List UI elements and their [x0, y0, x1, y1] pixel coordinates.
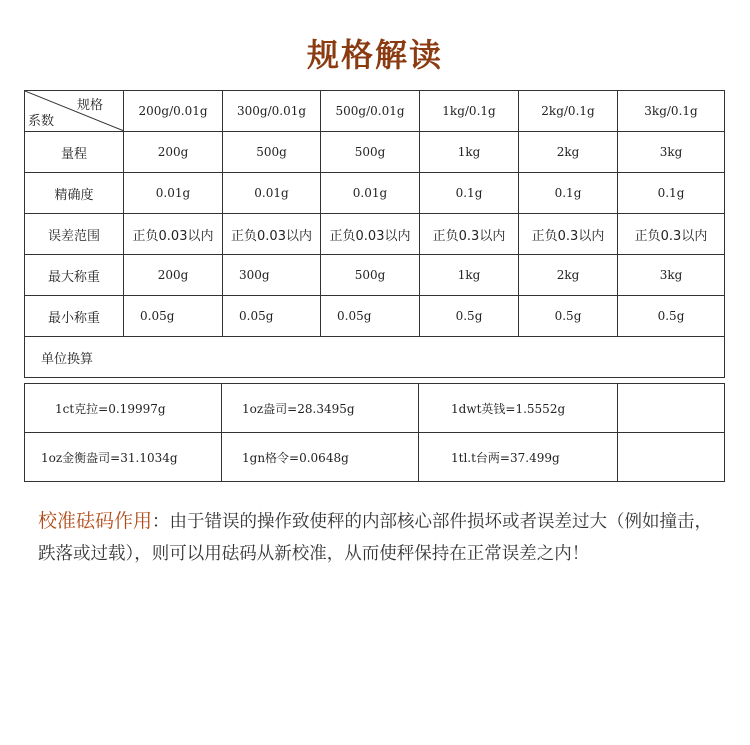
table-cell: 0.05g: [223, 296, 321, 337]
row-label: 精确度: [25, 173, 124, 214]
column-header: 200g/0.01g: [124, 91, 223, 132]
table-cell: 正负0.03以内: [321, 214, 420, 255]
table-cell: 正负0.03以内: [124, 214, 223, 255]
table-row: [25, 132, 725, 173]
column-header: 1kg/0.1g: [420, 91, 519, 132]
table-cell: 0.1g: [420, 173, 519, 214]
note-text: ：由于错误的操作致使秤的内部核心部件损坏或者误差过大（例如撞击，跌落或过载），则可以用砝码从新校准，从而使秤保持在正常误差之内！: [38, 512, 713, 564]
units-heading: 单位换算: [25, 337, 725, 378]
unit-cell-empty: [618, 433, 725, 482]
column-header: 3kg/0.1g: [618, 91, 725, 132]
table-cell: 1kg: [420, 132, 519, 173]
table-cell: 500g: [321, 255, 420, 296]
table-cell: 正负0.3以内: [420, 214, 519, 255]
table-cell: 0.5g: [519, 296, 618, 337]
table-header-row: [25, 91, 725, 132]
table-row: [25, 214, 725, 255]
table-row: [25, 173, 725, 214]
unit-cell: 1tl.t台两=37.499g: [419, 433, 618, 482]
row-label: 最小称重: [25, 296, 124, 337]
unit-cell: 1dwt英钱=1.5552g: [419, 384, 618, 433]
table-row: [25, 384, 725, 433]
row-label: 最大称重: [25, 255, 124, 296]
table-cell: 500g: [223, 132, 321, 173]
unit-cell-empty: [618, 384, 725, 433]
column-header: 2kg/0.1g: [519, 91, 618, 132]
table-cell: 0.1g: [618, 173, 725, 214]
corner-cell: [25, 91, 124, 132]
table-cell: 正负0.3以内: [519, 214, 618, 255]
units-heading-row: [25, 337, 725, 378]
page-title: 规格解读: [306, 36, 443, 74]
column-header: 500g/0.01g: [321, 91, 420, 132]
table-cell: 0.01g: [124, 173, 223, 214]
table-cell: 1kg: [420, 255, 519, 296]
table-cell: 0.05g: [321, 296, 420, 337]
table-cell: 500g: [321, 132, 420, 173]
table-row: [25, 296, 725, 337]
table-cell: 200g: [124, 132, 223, 173]
table-cell: 正负0.3以内: [618, 214, 725, 255]
calibration-note: [38, 505, 728, 570]
table-cell: 3kg: [618, 132, 725, 173]
units-table: [24, 383, 725, 482]
table-cell: 2kg: [519, 255, 618, 296]
corner-bottom-label: 系数: [28, 114, 55, 129]
table-cell: 0.05g: [124, 296, 223, 337]
table-cell: 3kg: [618, 255, 725, 296]
corner-top-label: 规格: [76, 98, 103, 113]
row-label: 误差范围: [25, 214, 124, 255]
unit-cell: 1oz金衡盎司=31.1034g: [25, 433, 222, 482]
spec-table: [24, 90, 725, 378]
table-cell: 0.01g: [223, 173, 321, 214]
note-highlight: 校准砝码作用: [38, 510, 153, 532]
row-label: 量程: [25, 132, 124, 173]
table-cell: 2kg: [519, 132, 618, 173]
table-cell: 正负0.03以内: [223, 214, 321, 255]
column-header: 300g/0.01g: [223, 91, 321, 132]
table-row: [25, 255, 725, 296]
unit-cell: 1gn格令=0.0648g: [222, 433, 419, 482]
table-cell: 0.5g: [420, 296, 519, 337]
table-cell: 0.01g: [321, 173, 420, 214]
table-cell: 0.5g: [618, 296, 725, 337]
unit-cell: 1ct克拉=0.19997g: [25, 384, 222, 433]
unit-cell: 1oz盎司=28.3495g: [222, 384, 419, 433]
table-cell: 200g: [124, 255, 223, 296]
table-row: [25, 433, 725, 482]
table-cell: 300g: [223, 255, 321, 296]
table-cell: 0.1g: [519, 173, 618, 214]
